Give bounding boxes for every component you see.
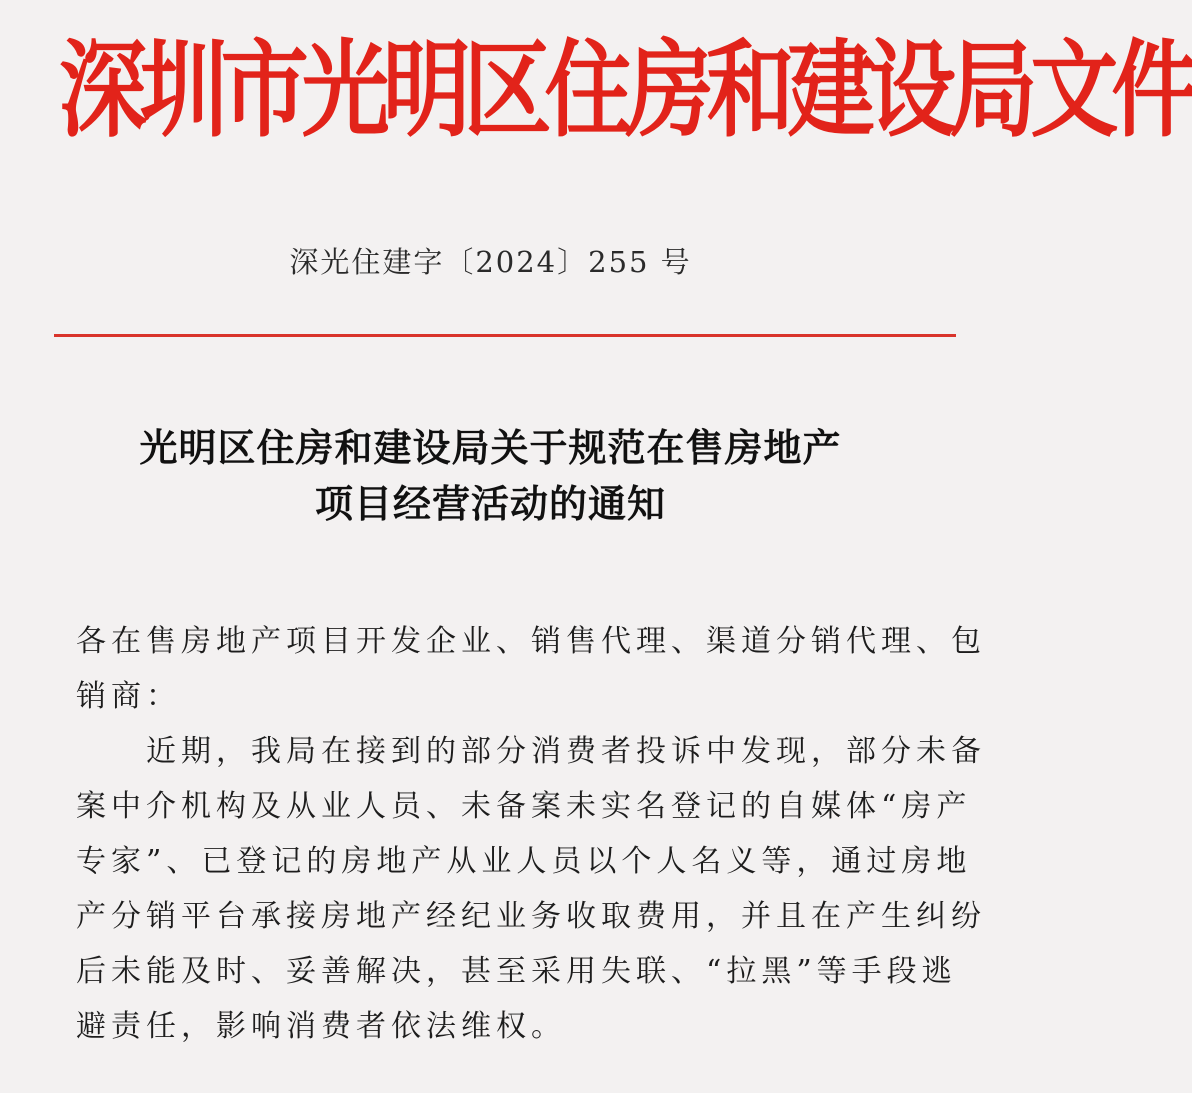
body-line-salutation: 各在售房地产项目开发企业、销售代理、渠道分销代理、包 <box>76 624 986 659</box>
notice-title <box>0 420 981 532</box>
body-line: 案中介机构及从业人员、未备案未实名登记的自媒体“房产 <box>76 789 972 824</box>
notice-title-line: 项目经营活动的通知 <box>314 482 666 526</box>
body-line: 专家”、已登记的房地产从业人员以个人名义等，通过房地 <box>76 844 972 879</box>
body-line: 后未能及时、妥善解决，甚至采用失联、“拉黑”等手段逃 <box>76 954 957 989</box>
notice-body <box>76 614 986 1054</box>
document-number: 深光住建字〔2024〕255 号 <box>289 245 692 279</box>
body-line: 产分销平台承接房地产经纪业务收取费用，并且在产生纠纷 <box>76 899 986 934</box>
body-line: 避责任，影响消费者依法维权。 <box>76 1009 566 1044</box>
body-line-salutation: 销商： <box>76 679 181 714</box>
red-separator-line <box>54 334 956 337</box>
notice-title-line: 光明区住房和建设局关于规范在售房地产 <box>139 426 842 470</box>
body-line: 近期，我局在接到的部分消费者投诉中发现，部分未备 <box>76 734 986 769</box>
issuer-red-header: 深圳市光明区住房和建设局文件 <box>58 27 1192 152</box>
